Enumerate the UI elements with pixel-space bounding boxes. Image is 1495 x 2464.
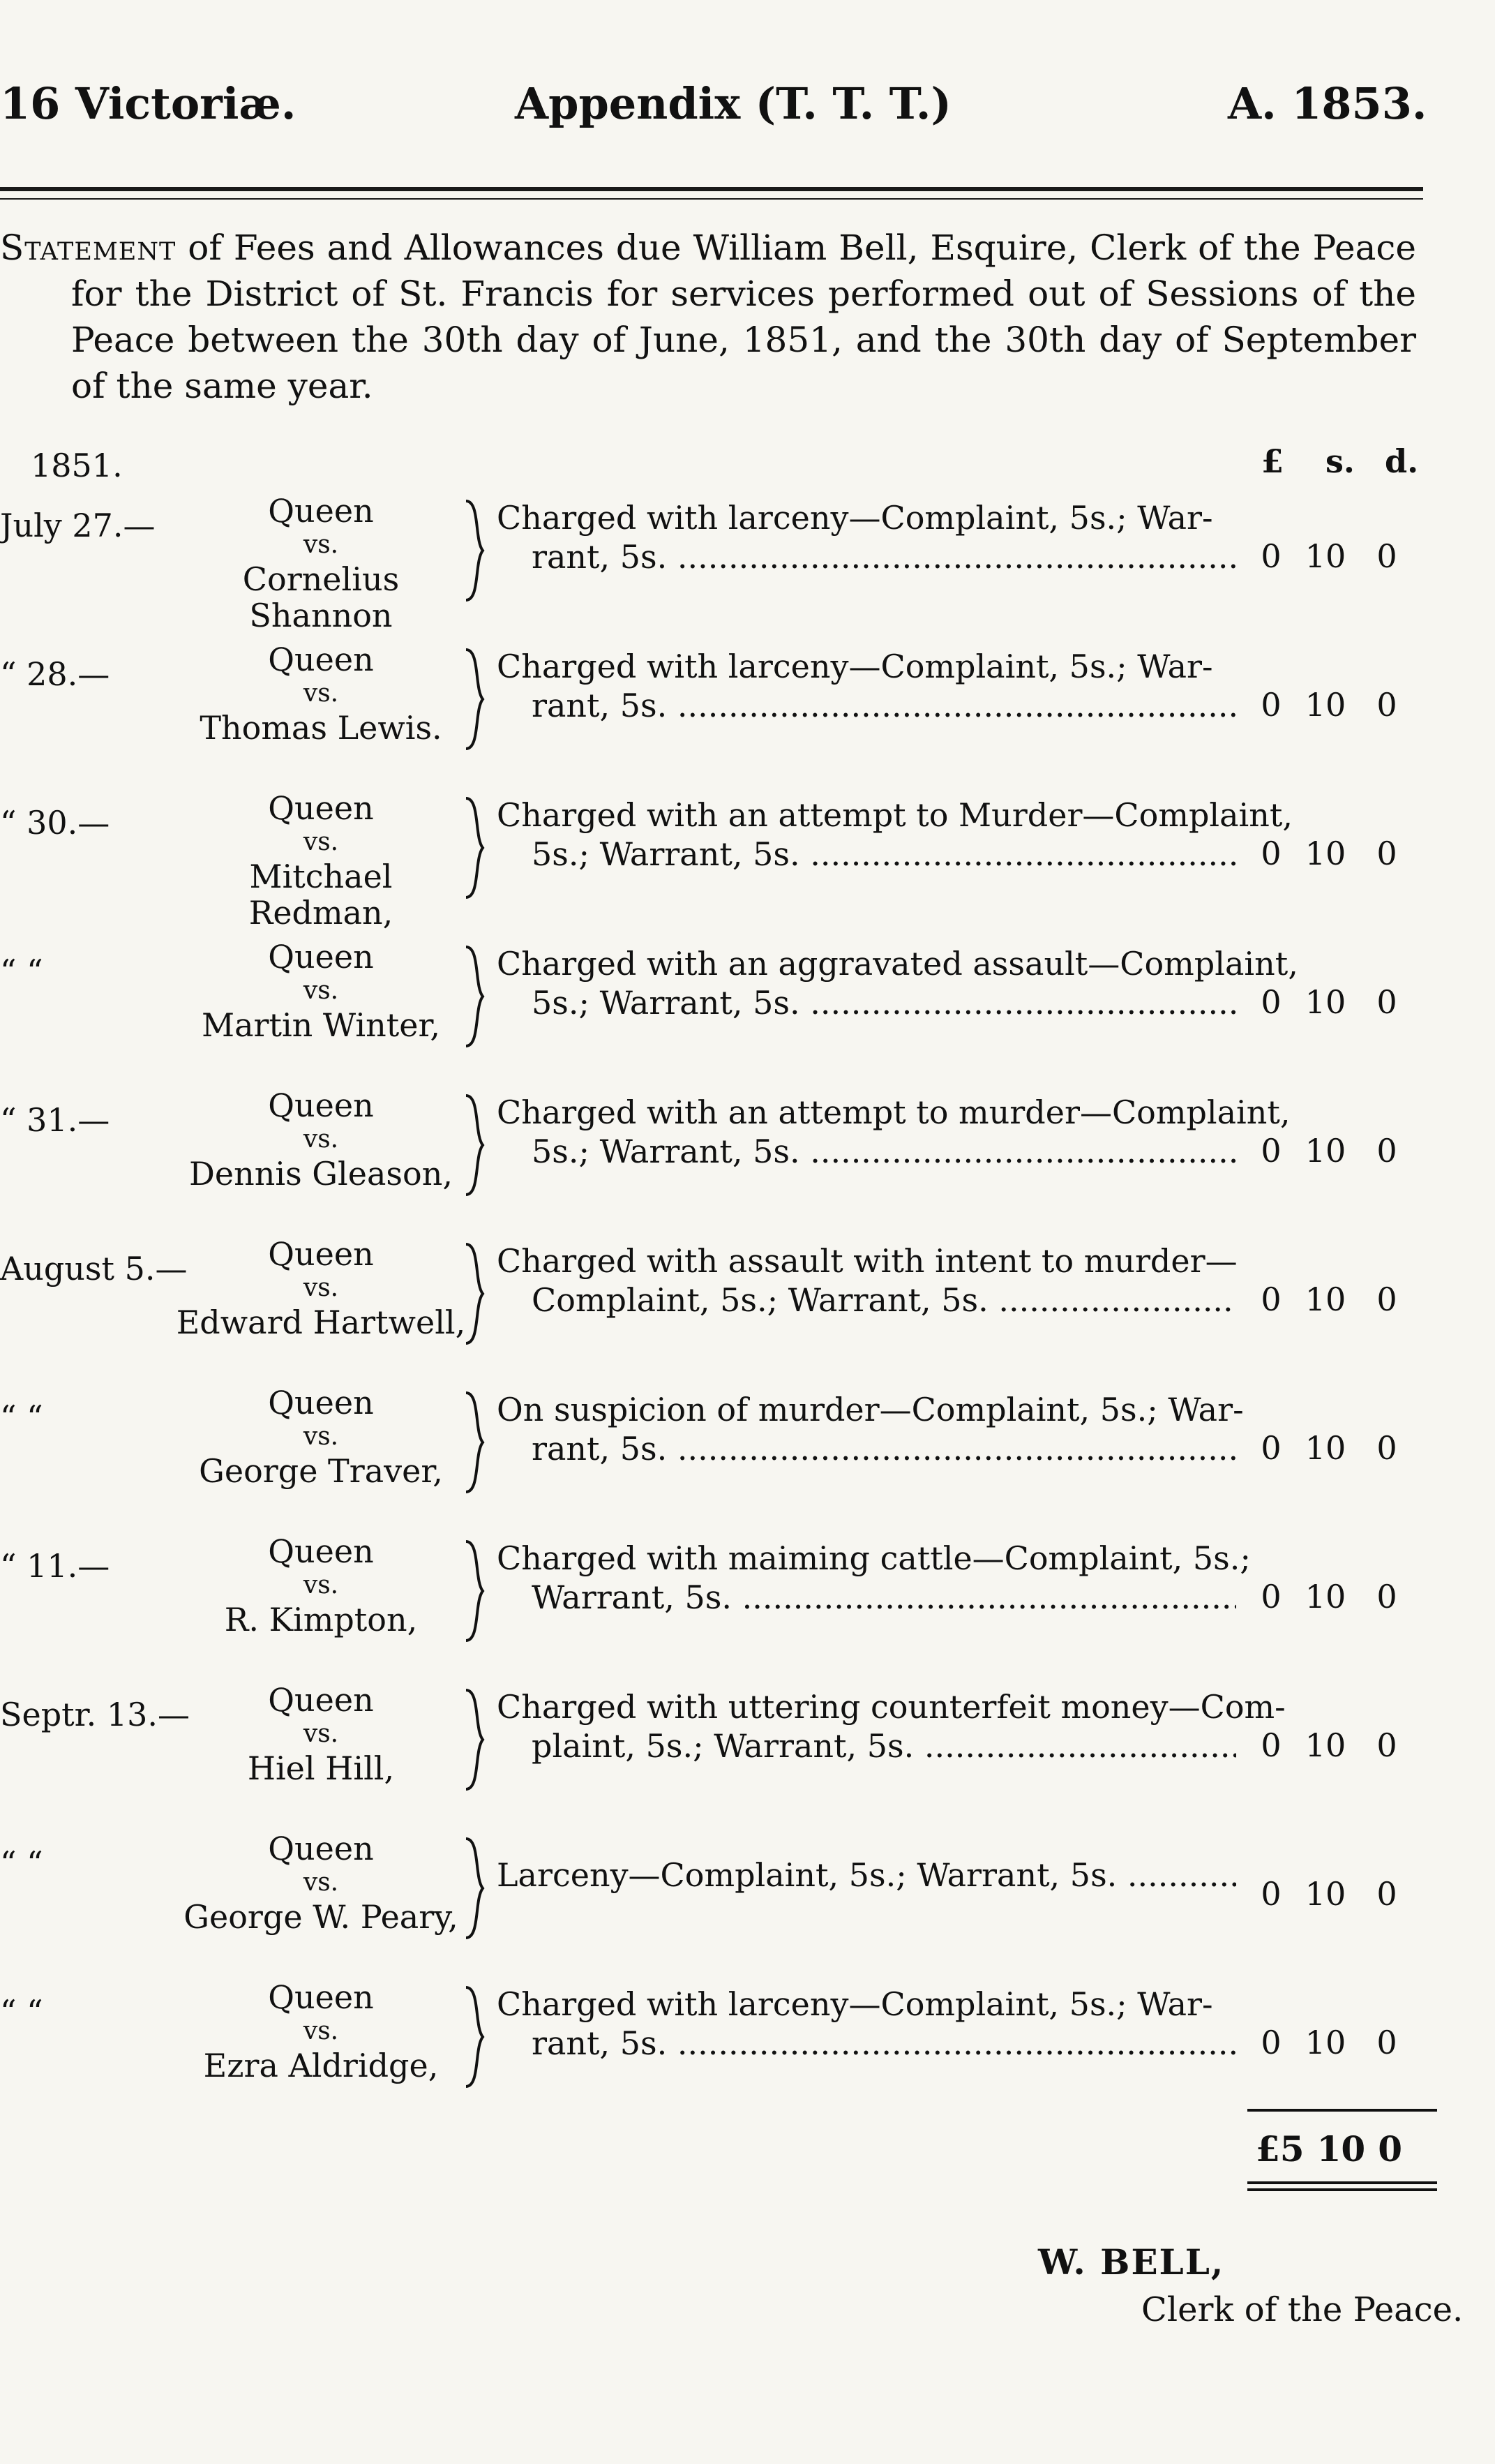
- entry-description: [497, 1093, 1291, 1171]
- entry-charge-line2: rant, 5s. .....: [497, 2024, 1236, 2063]
- entry-pence: 0: [1376, 1726, 1397, 1764]
- entry-shillings: 10: [1305, 1429, 1346, 1467]
- entry-pence: 0: [1376, 1132, 1397, 1170]
- entry-charge-line1: Charged with larceny—Complaint, 5s.; War-: [497, 499, 1213, 537]
- entry-defendant: George Traver,: [199, 1452, 443, 1490]
- entry-date: August 5.—: [0, 1250, 188, 1287]
- brace-icon: [462, 796, 487, 900]
- entry-pounds: 0: [1261, 686, 1282, 724]
- entry-shillings: 10: [1305, 2024, 1346, 2061]
- entry-pounds: 0: [1261, 983, 1282, 1021]
- entry-parties: [174, 493, 467, 634]
- entry-pounds: 0: [1261, 1132, 1282, 1170]
- entry-parties: [174, 1533, 467, 1638]
- table-row: [0, 1830, 1495, 1963]
- entry-charge-line2: rant, 5s. .....: [497, 1429, 1236, 1468]
- total-shillings: 10: [1316, 2128, 1366, 2170]
- entry-defendant: Cornelius Shannon: [242, 560, 400, 634]
- entry-pence: 0: [1376, 1429, 1397, 1467]
- entry-defendant: Thomas Lewis.: [200, 709, 442, 747]
- entry-plaintiff: Queen: [268, 1681, 374, 1719]
- entry-charge-line1: Charged with an attempt to Murder—Complaint,: [497, 796, 1293, 834]
- entry-defendant: R. Kimpton,: [224, 1601, 418, 1638]
- brace-icon: [462, 647, 487, 752]
- entry-charge-line1: Charged with an aggravated assault—Complaint,: [497, 945, 1298, 983]
- statement-lead: Statement: [0, 227, 176, 268]
- entry-date: “ 30.—: [0, 804, 110, 842]
- entry-shillings: 10: [1305, 1726, 1346, 1764]
- entry-versus: vs.: [303, 1125, 339, 1153]
- total-amount: [1256, 2128, 1415, 2170]
- table-row: [0, 1384, 1495, 1517]
- entry-parties: [174, 1236, 467, 1341]
- table-row: [0, 939, 1495, 1071]
- entry-plaintiff: Queen: [268, 789, 374, 827]
- entry-pence: 0: [1376, 686, 1397, 724]
- entry-defendant: Edward Hartwell,: [176, 1304, 466, 1341]
- entry-versus: vs.: [303, 1274, 339, 1302]
- table-row: [0, 1979, 1495, 2112]
- entry-charge-line1: On suspicion of murder—Complaint, 5s.; War-: [497, 1391, 1244, 1428]
- entry-charge-line2: 5s.; Warrant, 5s. .....: [497, 983, 1236, 1022]
- entry-pence: 0: [1376, 2024, 1397, 2061]
- entry-parties: [174, 1087, 467, 1192]
- entry-plaintiff: Queen: [268, 492, 374, 530]
- statement-paragraph: [0, 225, 1416, 409]
- entry-charge-line2: rant, 5s. .....: [497, 686, 1236, 725]
- entry-versus: vs.: [303, 679, 339, 708]
- entry-pence: 0: [1376, 1280, 1397, 1318]
- entry-date: “ “: [0, 1844, 43, 1882]
- brace-icon: [462, 498, 487, 603]
- entry-defendant: Hiel Hill,: [247, 1749, 395, 1787]
- header-regnal-year: 16 Victoriæ.: [0, 78, 296, 129]
- entry-parties: [174, 939, 467, 1043]
- entry-pounds: 0: [1261, 1280, 1282, 1318]
- entry-pounds: 0: [1261, 537, 1282, 575]
- entry-plaintiff: Queen: [268, 1384, 374, 1421]
- entry-plaintiff: Queen: [268, 938, 374, 976]
- entry-date: “ 31.—: [0, 1101, 110, 1139]
- entry-parties: [174, 1384, 467, 1489]
- entry-shillings: 10: [1305, 1578, 1346, 1615]
- entry-charge-line1: Charged with assault with intent to murder—: [497, 1242, 1238, 1280]
- entry-versus: vs.: [303, 1868, 339, 1897]
- entry-plaintiff: Queen: [268, 1532, 374, 1570]
- entry-charge-line2: rant, 5s. .....: [497, 537, 1236, 576]
- entry-charge-line1: Charged with larceny—Complaint, 5s.; War-: [497, 648, 1213, 685]
- entry-versus: vs.: [303, 1422, 339, 1451]
- table-row: [0, 641, 1495, 774]
- entry-parties: [174, 1979, 467, 2084]
- entry-pounds: 0: [1261, 1429, 1282, 1467]
- entry-charge-line1: Charged with larceny—Complaint, 5s.; War-: [497, 1985, 1213, 2023]
- entry-description: [497, 1985, 1236, 2063]
- entry-pence: 0: [1376, 537, 1397, 575]
- brace-icon: [462, 1390, 487, 1495]
- brace-icon: [462, 1241, 487, 1346]
- entry-parties: [174, 641, 467, 746]
- entry-date: “ 11.—: [0, 1547, 110, 1585]
- entry-defendant: Martin Winter,: [201, 1006, 441, 1044]
- entry-description: [497, 796, 1293, 874]
- entry-shillings: 10: [1305, 1875, 1346, 1913]
- column-head-shillings: s.: [1325, 442, 1355, 480]
- entry-description: [497, 944, 1298, 1022]
- entry-pence: 0: [1376, 1578, 1397, 1615]
- entry-date: “ “: [0, 953, 43, 990]
- column-head-pounds: £: [1261, 442, 1284, 480]
- table-row: [0, 1236, 1495, 1368]
- entry-date: “ “: [0, 1398, 43, 1436]
- entry-date: Septr. 13.—: [0, 1696, 190, 1733]
- entry-pounds: 0: [1261, 1726, 1282, 1764]
- brace-icon: [462, 1539, 487, 1643]
- entry-versus: vs.: [303, 2017, 339, 2045]
- total-pounds: £5: [1256, 2128, 1305, 2170]
- total-pence: 0: [1378, 2128, 1402, 2170]
- entry-charge-line2: Larceny—Complaint, 5s.; Warrant, 5s. .....: [497, 1856, 1236, 1895]
- entry-charge-line2: 5s.; Warrant, 5s. .....: [497, 1132, 1236, 1171]
- header-rule: [0, 187, 1423, 191]
- entry-description: [497, 1856, 1236, 1895]
- total-rule-bottom-2: [1247, 2188, 1437, 2191]
- entry-defendant: Dennis Gleason,: [189, 1155, 453, 1193]
- entry-pence: 0: [1376, 983, 1397, 1021]
- entry-description: [497, 498, 1236, 576]
- entry-charge-line1: Charged with maiming cattle—Complaint, 5s.;: [497, 1539, 1251, 1577]
- entry-pounds: 0: [1261, 2024, 1282, 2061]
- entry-versus: vs.: [303, 1719, 339, 1748]
- header-appendix: Appendix (T. T. T.): [515, 78, 952, 129]
- brace-icon: [462, 1093, 487, 1197]
- entry-shillings: 10: [1305, 1280, 1346, 1318]
- entry-pence: 0: [1376, 835, 1397, 872]
- entry-charge-line2: plaint, 5s.; Warrant, 5s. .....: [497, 1726, 1236, 1765]
- entry-charge-line2: Warrant, 5s. .....: [497, 1578, 1236, 1617]
- table-row: [0, 789, 1495, 932]
- entry-date: “ 28.—: [0, 655, 110, 693]
- header-year: A. 1853.: [1228, 78, 1427, 129]
- entry-versus: vs.: [303, 828, 339, 856]
- brace-icon: [462, 1836, 487, 1941]
- entry-shillings: 10: [1305, 686, 1346, 724]
- entry-description: [497, 1241, 1236, 1320]
- entry-defendant: George W. Peary,: [183, 1898, 458, 1936]
- entry-plaintiff: Queen: [268, 1978, 374, 2016]
- entry-date: July 27.—: [0, 507, 156, 544]
- entry-plaintiff: Queen: [268, 1830, 374, 1867]
- entry-parties: [174, 790, 467, 931]
- entry-defendant: Mitchael Redman,: [248, 858, 393, 932]
- entry-shillings: 10: [1305, 1132, 1346, 1170]
- entry-shillings: 10: [1305, 835, 1346, 872]
- entry-defendant: Ezra Aldridge,: [203, 2047, 439, 2084]
- entry-charge-line1: Charged with an attempt to murder—Complaint,: [497, 1093, 1291, 1131]
- table-year: 1851.: [31, 447, 123, 484]
- table-row: [0, 492, 1495, 634]
- entry-description: [497, 1539, 1251, 1617]
- entry-parties: [174, 1682, 467, 1786]
- entry-parties: [174, 1830, 467, 1935]
- signature-name: W. BELL,: [1038, 2241, 1225, 2283]
- brace-icon: [462, 944, 487, 1049]
- table-row: [0, 1087, 1495, 1220]
- total-rule-bottom: [1247, 2181, 1437, 2184]
- entry-plaintiff: Queen: [268, 1235, 374, 1273]
- entry-pounds: 0: [1261, 1578, 1282, 1615]
- entry-charge-line1: Charged with uttering counterfeit money—Com-: [497, 1688, 1286, 1726]
- column-head-pence: d.: [1385, 442, 1419, 480]
- entry-charge-line2: Complaint, 5s.; Warrant, 5s. .....: [497, 1280, 1236, 1320]
- statement-text: of Fees and Allowances due William Bell, Esquire, Clerk of the Peace for the District of St. Francis for services performed out of Sessions of the Peace between the 30th day of June, 1851, and the 30th day of September of the same year.: [71, 227, 1416, 406]
- entry-date: “ “: [0, 1993, 43, 2031]
- entry-versus: vs.: [303, 530, 339, 559]
- entry-pounds: 0: [1261, 835, 1282, 872]
- entry-pence: 0: [1376, 1875, 1397, 1913]
- entry-shillings: 10: [1305, 983, 1346, 1021]
- entry-charge-line2: 5s.; Warrant, 5s. .....: [497, 835, 1236, 874]
- entry-plaintiff: Queen: [268, 641, 374, 678]
- header-rule-thin: [0, 198, 1423, 200]
- entry-shillings: 10: [1305, 537, 1346, 575]
- entry-pounds: 0: [1261, 1875, 1282, 1913]
- brace-icon: [462, 1687, 487, 1792]
- entry-versus: vs.: [303, 976, 339, 1005]
- table-row: [0, 1682, 1495, 1814]
- entry-plaintiff: Queen: [268, 1087, 374, 1124]
- brace-icon: [462, 1985, 487, 2089]
- entry-description: [497, 1390, 1244, 1468]
- entry-description: [497, 647, 1236, 725]
- entry-description: [497, 1687, 1286, 1765]
- entry-versus: vs.: [303, 1571, 339, 1599]
- signature-title: Clerk of the Peace.: [1141, 2290, 1464, 2329]
- total-rule-top: [1247, 2109, 1437, 2112]
- table-row: [0, 1533, 1495, 1666]
